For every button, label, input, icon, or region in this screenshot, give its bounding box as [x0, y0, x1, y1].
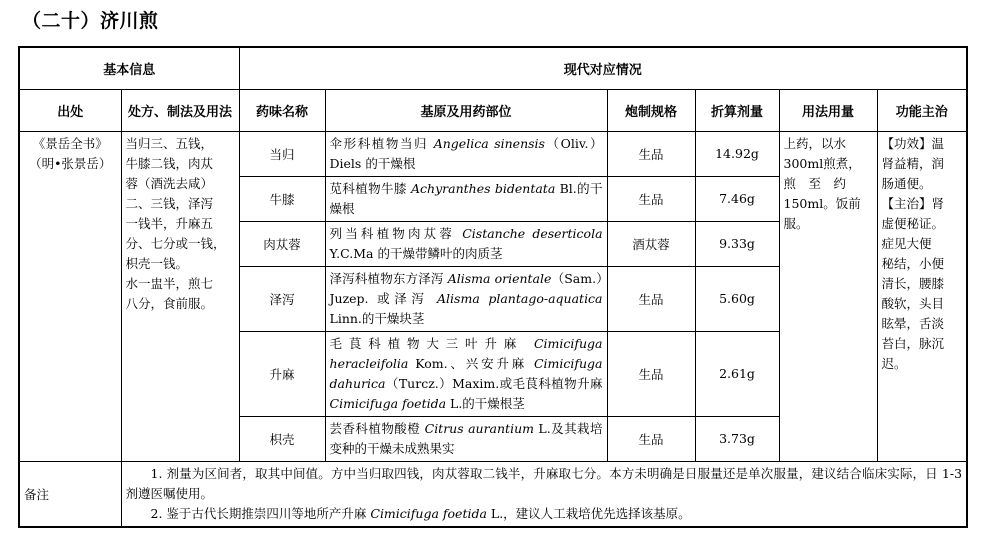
- function-cell: 【功效】温 肾益精，润 肠通便。 【主治】肾 虚便秘证。 症见大便 秘结，小便 清长，腰膝 酸软，头目 眩晕，舌淡 苔白，脉沉 迟。: [877, 131, 967, 461]
- header-source: 出处: [19, 89, 121, 131]
- note-label: 备注: [19, 461, 121, 527]
- herb-origin: 列当科植物肉苁蓉 Cistanche deserticola Y.C.Ma 的干燥带鳞叶的肉质茎: [325, 221, 607, 266]
- header-function: 功能主治: [877, 89, 967, 131]
- page-title: （二十）济川煎: [22, 10, 159, 32]
- herb-processing: 生品: [607, 176, 695, 221]
- herb-dose: 2.61g: [695, 331, 779, 416]
- header-prescription: 处方、制法及用法: [121, 89, 239, 131]
- herb-dose: 14.92g: [695, 131, 779, 176]
- herb-name: 当归: [239, 131, 325, 176]
- herb-origin: 苋科植物牛膝 Achyranthes bidentata Bl.的干燥根: [325, 176, 607, 221]
- header-herb-name: 药味名称: [239, 89, 325, 131]
- header-processing: 炮制规格: [607, 89, 695, 131]
- herb-name: 泽泻: [239, 266, 325, 331]
- note-1: 1. 剂量为区间者，取其中间值。方中当归取四钱，肉苁蓉取二钱半，升麻取七分。本方未明确是日服量还是单次服量，建议结合临床实际，日 1-3 剂遵医嘱使用。: [125, 465, 963, 501]
- notes-cell: [121, 461, 967, 527]
- header-basic-info: 基本信息: [19, 47, 239, 89]
- source-cell: 《景岳全书》 （明•张景岳）: [19, 131, 121, 461]
- herb-name: 肉苁蓉: [239, 221, 325, 266]
- herb-dose: 3.73g: [695, 416, 779, 461]
- herb-processing: 生品: [607, 131, 695, 176]
- header-dose: 折算剂量: [695, 89, 779, 131]
- header-origin: 基原及用药部位: [325, 89, 607, 131]
- herb-origin: 伞形科植物当归 Angelica sinensis（Oliv.）Diels 的干燥根: [325, 131, 607, 176]
- herb-processing: 酒苁蓉: [607, 221, 695, 266]
- herb-dose: 5.60g: [695, 266, 779, 331]
- note-2: 2. 鉴于古代长期推崇四川等地所产升麻 Cimicifuga foetida L.，建议人工栽培优先选择该基原。: [150, 505, 691, 521]
- prescription-cell: 当归三、五钱， 牛膝二钱，肉苁 蓉（酒洗去咸） 二、三钱，泽泻 一钱半，升麻五 分、七分或一钱， 枳壳一钱。 水一盅半，煎七 八分，食前服。: [121, 131, 239, 461]
- herb-name: 枳壳: [239, 416, 325, 461]
- formula-table: [18, 46, 968, 528]
- herb-dose: 9.33g: [695, 221, 779, 266]
- herb-name: 牛膝: [239, 176, 325, 221]
- herb-origin: 芸香科植物酸橙 Citrus aurantium L.及其栽培变种的干燥未成熟果实: [325, 416, 607, 461]
- herb-processing: 生品: [607, 331, 695, 416]
- usage-cell: 上药，以水 300ml煎煮， 煎 至 约 150ml。饭前 服。: [779, 131, 877, 461]
- herb-dose: 7.46g: [695, 176, 779, 221]
- herb-origin: 泽泻科植物东方泽泻 Alisma orientale（Sam.）Juzep. 或泽泻 Alisma plantago-aquatica Linn.的干燥块茎: [325, 266, 607, 331]
- herb-processing: 生品: [607, 416, 695, 461]
- herb-processing: 生品: [607, 266, 695, 331]
- herb-origin: 毛茛科植物大三叶升麻 Cimicifuga heracleifolia Kom.、兴安升麻 Cimicifuga dahurica（Turcz.）Maxim.或毛茛科植物升麻 Cimicifuga foetida L.的干燥根茎: [325, 331, 607, 416]
- header-modern: 现代对应情况: [239, 47, 967, 89]
- herb-name: 升麻: [239, 331, 325, 416]
- header-usage: 用法用量: [779, 89, 877, 131]
